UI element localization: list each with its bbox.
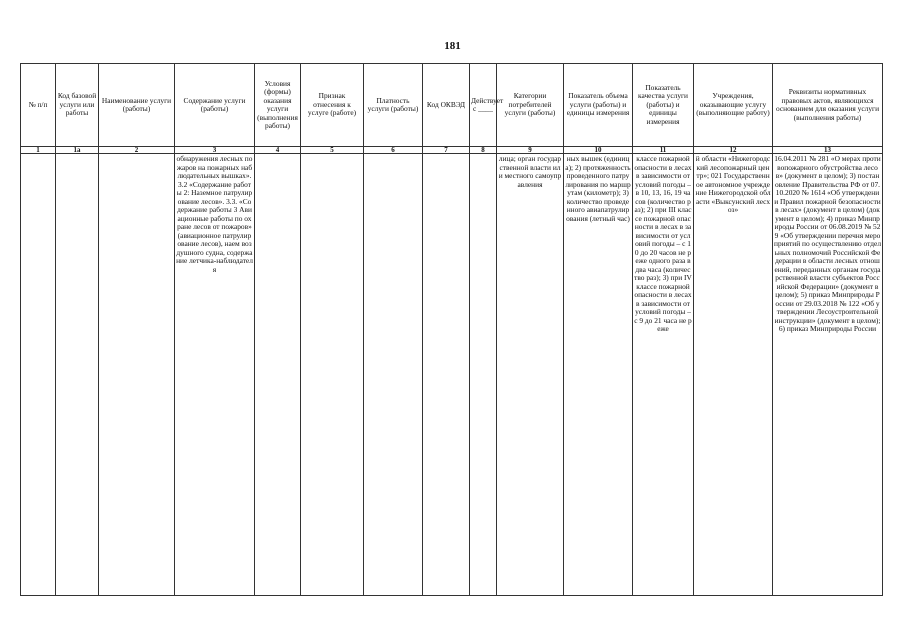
column-number: 7 — [423, 147, 470, 154]
header-cell-attribute: Признак отнесения к услуге (работе) — [301, 64, 364, 147]
header-cell-quality: Показатель качества услуги (работы) и единицы измерения — [633, 64, 694, 147]
header-cell-okved: Код ОКВЭД — [423, 64, 470, 147]
header-row — [21, 64, 883, 147]
header-cell-base-code: Код базовой услуги или работы — [56, 64, 99, 147]
header-cell-content: Содержание услуги (работы) — [175, 64, 255, 147]
column-number: 8 — [470, 147, 497, 154]
table-row — [21, 154, 883, 596]
cell-content: обнаружения лесных пожаров на пожарных наблюдательных вышках». 3.2 «Содержание работы 2: Наземное патрулирование лесов». 3.3. «Содержание работы 3 Авиационные работы по охране лесов от пожаров» (авиационное патрулирование лесов), наем воздушного судна, содержание летчика-наблюдателя — [175, 154, 255, 596]
header-cell-volume: Показатель объема услуги (работы) и единицы измерения — [564, 64, 633, 147]
cell-volume: ных вышек (единица); 2) протяженность проведенного патрулирования по маршрутам (километр); 3) количество проведенного авиапатрулирования (летный час) — [564, 154, 633, 596]
cell-institutions: й области «Нижегородский лесопожарный центр»; 021 Государственное автономное учреждение Нижегородской области «Выксунский лесхоз» — [694, 154, 773, 596]
column-number: 13 — [773, 147, 883, 154]
cell-num — [21, 154, 56, 596]
column-number: 4 — [255, 147, 301, 154]
cell-quality: классе пожарной опасности в лесах в зависимости от условий погоды – в 10, 13, 16, 19 часов (количество раз); 2) при III классе пожарной опасности в лесах в зависимости от условий погоды – с 10 до 20 часов не реже одного раза в два часа (количество раз); 3) при IV классе пожарной опасности в лесах в зависимости от условий погоды – с 9 до 21 часа не реже — [633, 154, 694, 596]
column-number: 11 — [633, 147, 694, 154]
header-cell-legal-acts: Реквизиты нормативных правовых актов, являющихся основанием для оказания услуги (выполнения работы) — [773, 64, 883, 147]
column-number: 1а — [56, 147, 99, 154]
column-number: 6 — [364, 147, 423, 154]
column-number: 9 — [497, 147, 564, 154]
column-number: 1 — [21, 147, 56, 154]
column-number: 10 — [564, 147, 633, 154]
cell-conditions — [255, 154, 301, 596]
cell-consumers: лица; орган государственной власти или местного самоуправления — [497, 154, 564, 596]
column-number: 12 — [694, 147, 773, 154]
services-table — [20, 63, 883, 596]
header-cell-payment: Платность услуги (работы) — [364, 64, 423, 147]
cell-legal-acts: 16.04.2011 № 281 «О мерах противопожарного обустройства лесов» (документ в целом); 3) постановление Правительства РФ от 07.10.2020 № 1614 «Об утверждении Правил пожарной безопасности в лесах» (документ в целом) (документ в целом); 4) приказ Минприроды России от 06.08.2019 № 529 «Об утверждении перечня мероприятий по осуществлению отдельных полномочий Российской Федерации в области лесных отношений, переданных органам государственной власти субъектов Российской Федерации» (документ в целом); 5) приказ Минприроды России от 29.03.2018 № 122 «Об утверждении Лесоустроительной инструкции» (документ в целом); 6) приказ Минприроды России — [773, 154, 883, 596]
header-cell-num: № п/п — [21, 64, 56, 147]
cell-attribute — [301, 154, 364, 596]
cell-service-name — [99, 154, 175, 596]
cell-okved — [423, 154, 470, 596]
column-number-row — [21, 147, 883, 154]
header-cell-consumers: Категории потребителей услуги (работы) — [497, 64, 564, 147]
cell-payment — [364, 154, 423, 596]
cell-base-code — [56, 154, 99, 596]
column-number: 3 — [175, 147, 255, 154]
header-cell-institutions: Учреждения, оказывающие услугу (выполняющие работу) — [694, 64, 773, 147]
cell-valid-from — [470, 154, 497, 596]
page-number: 181 — [444, 40, 461, 52]
column-number: 2 — [99, 147, 175, 154]
header-cell-service-name: Наименование услуги (работы) — [99, 64, 175, 147]
column-number: 5 — [301, 147, 364, 154]
header-cell-conditions: Условия (формы) оказания услуги (выполнения работы) — [255, 64, 301, 147]
header-cell-valid-from: Действует с ____ — [470, 64, 497, 147]
